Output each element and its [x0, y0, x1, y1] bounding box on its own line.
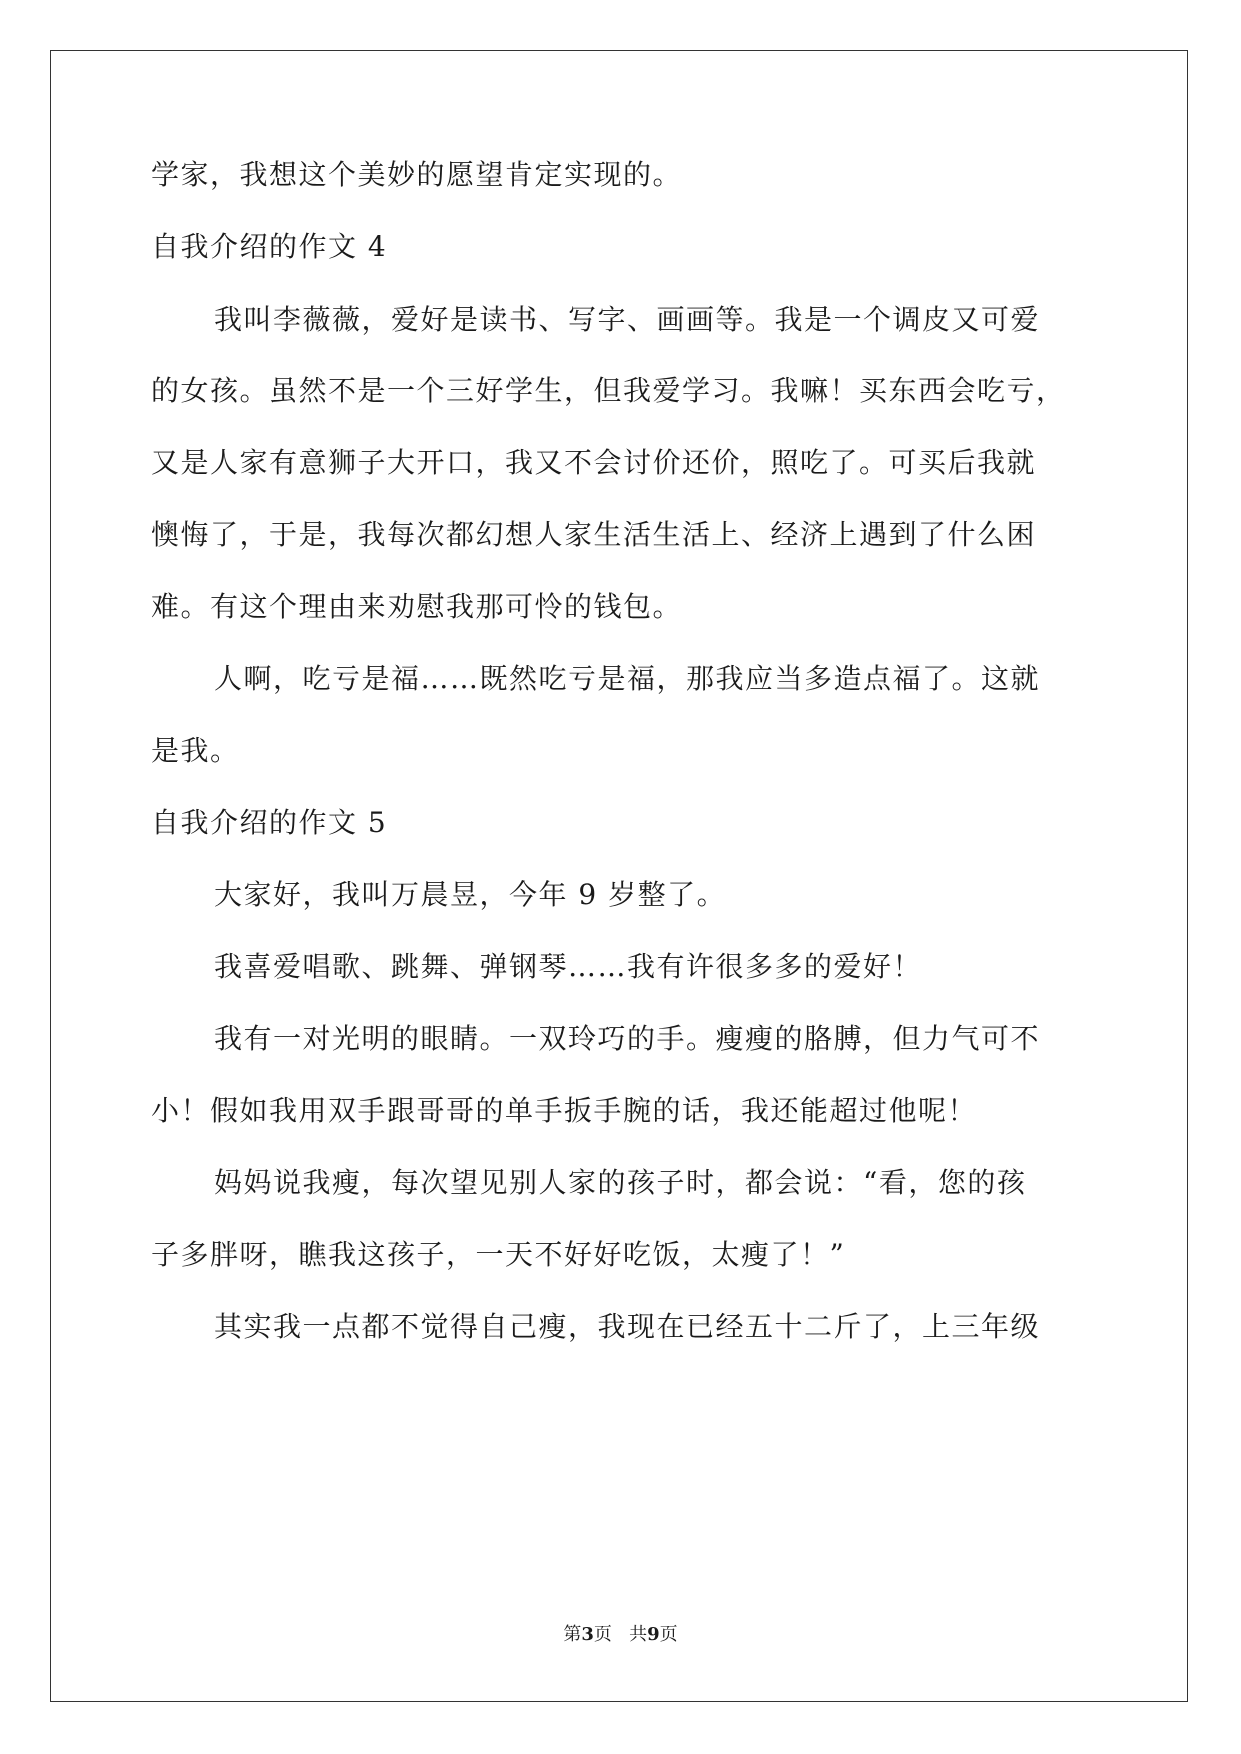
total-suffix: 页 [659, 1624, 678, 1645]
page-prefix: 第 [563, 1624, 582, 1645]
page-number: 3 [581, 1624, 594, 1645]
total-pages: 9 [647, 1624, 660, 1645]
text-line: 学家，我想这个美妙的愿望肯定实现的。 [151, 158, 683, 191]
total-prefix: 共 [629, 1624, 648, 1645]
page-suffix: 页 [593, 1624, 612, 1645]
paragraph-line: 其实我一点都不觉得自己瘦，我现在已经五十二斤了，上三年级 [214, 1310, 1041, 1343]
page-footer [0, 1623, 1241, 1647]
text-line: 的女孩。虽然不是一个三好学生，但我爱学习。我嘛！买东西会吃亏， [151, 374, 1066, 407]
section-heading: 自我介绍的作文 5 [151, 806, 388, 839]
paragraph-line: 人啊，吃亏是福……既然吃亏是福，那我应当多造点福了。这就 [214, 662, 1041, 695]
paragraph-line: 妈妈说我瘦，每次望见别人家的孩子时，都会说：“看，您的孩 [214, 1166, 1027, 1199]
text-line: 是我。 [151, 734, 240, 767]
paragraph-line: 我有一对光明的眼睛。一双玲巧的手。瘦瘦的胳膊，但力气可不 [214, 1022, 1041, 1055]
text-line: 难。有这个理由来劝慰我那可怜的钱包。 [151, 590, 683, 623]
paragraph-line: 大家好，我叫万晨昱，今年 9 岁整了。 [214, 878, 727, 911]
text-line: 子多胖呀，瞧我这孩子，一天不好好吃饭，太瘦了！” [151, 1238, 846, 1271]
text-line: 懊悔了，于是，我每次都幻想人家生活生活上、经济上遇到了什么困 [151, 518, 1037, 551]
paragraph-line: 我喜爱唱歌、跳舞、弹钢琴……我有许很多多的爱好！ [214, 950, 923, 983]
paragraph-line: 我叫李薇薇，爱好是读书、写字、画画等。我是一个调皮又可爱 [214, 303, 1041, 336]
text-line: 小！假如我用双手跟哥哥的单手扳手腕的话，我还能超过他呢！ [151, 1094, 978, 1127]
section-heading: 自我介绍的作文 4 [151, 230, 388, 263]
text-line: 又是人家有意狮子大开口，我又不会讨价还价，照吃了。可买后我就 [151, 446, 1037, 479]
